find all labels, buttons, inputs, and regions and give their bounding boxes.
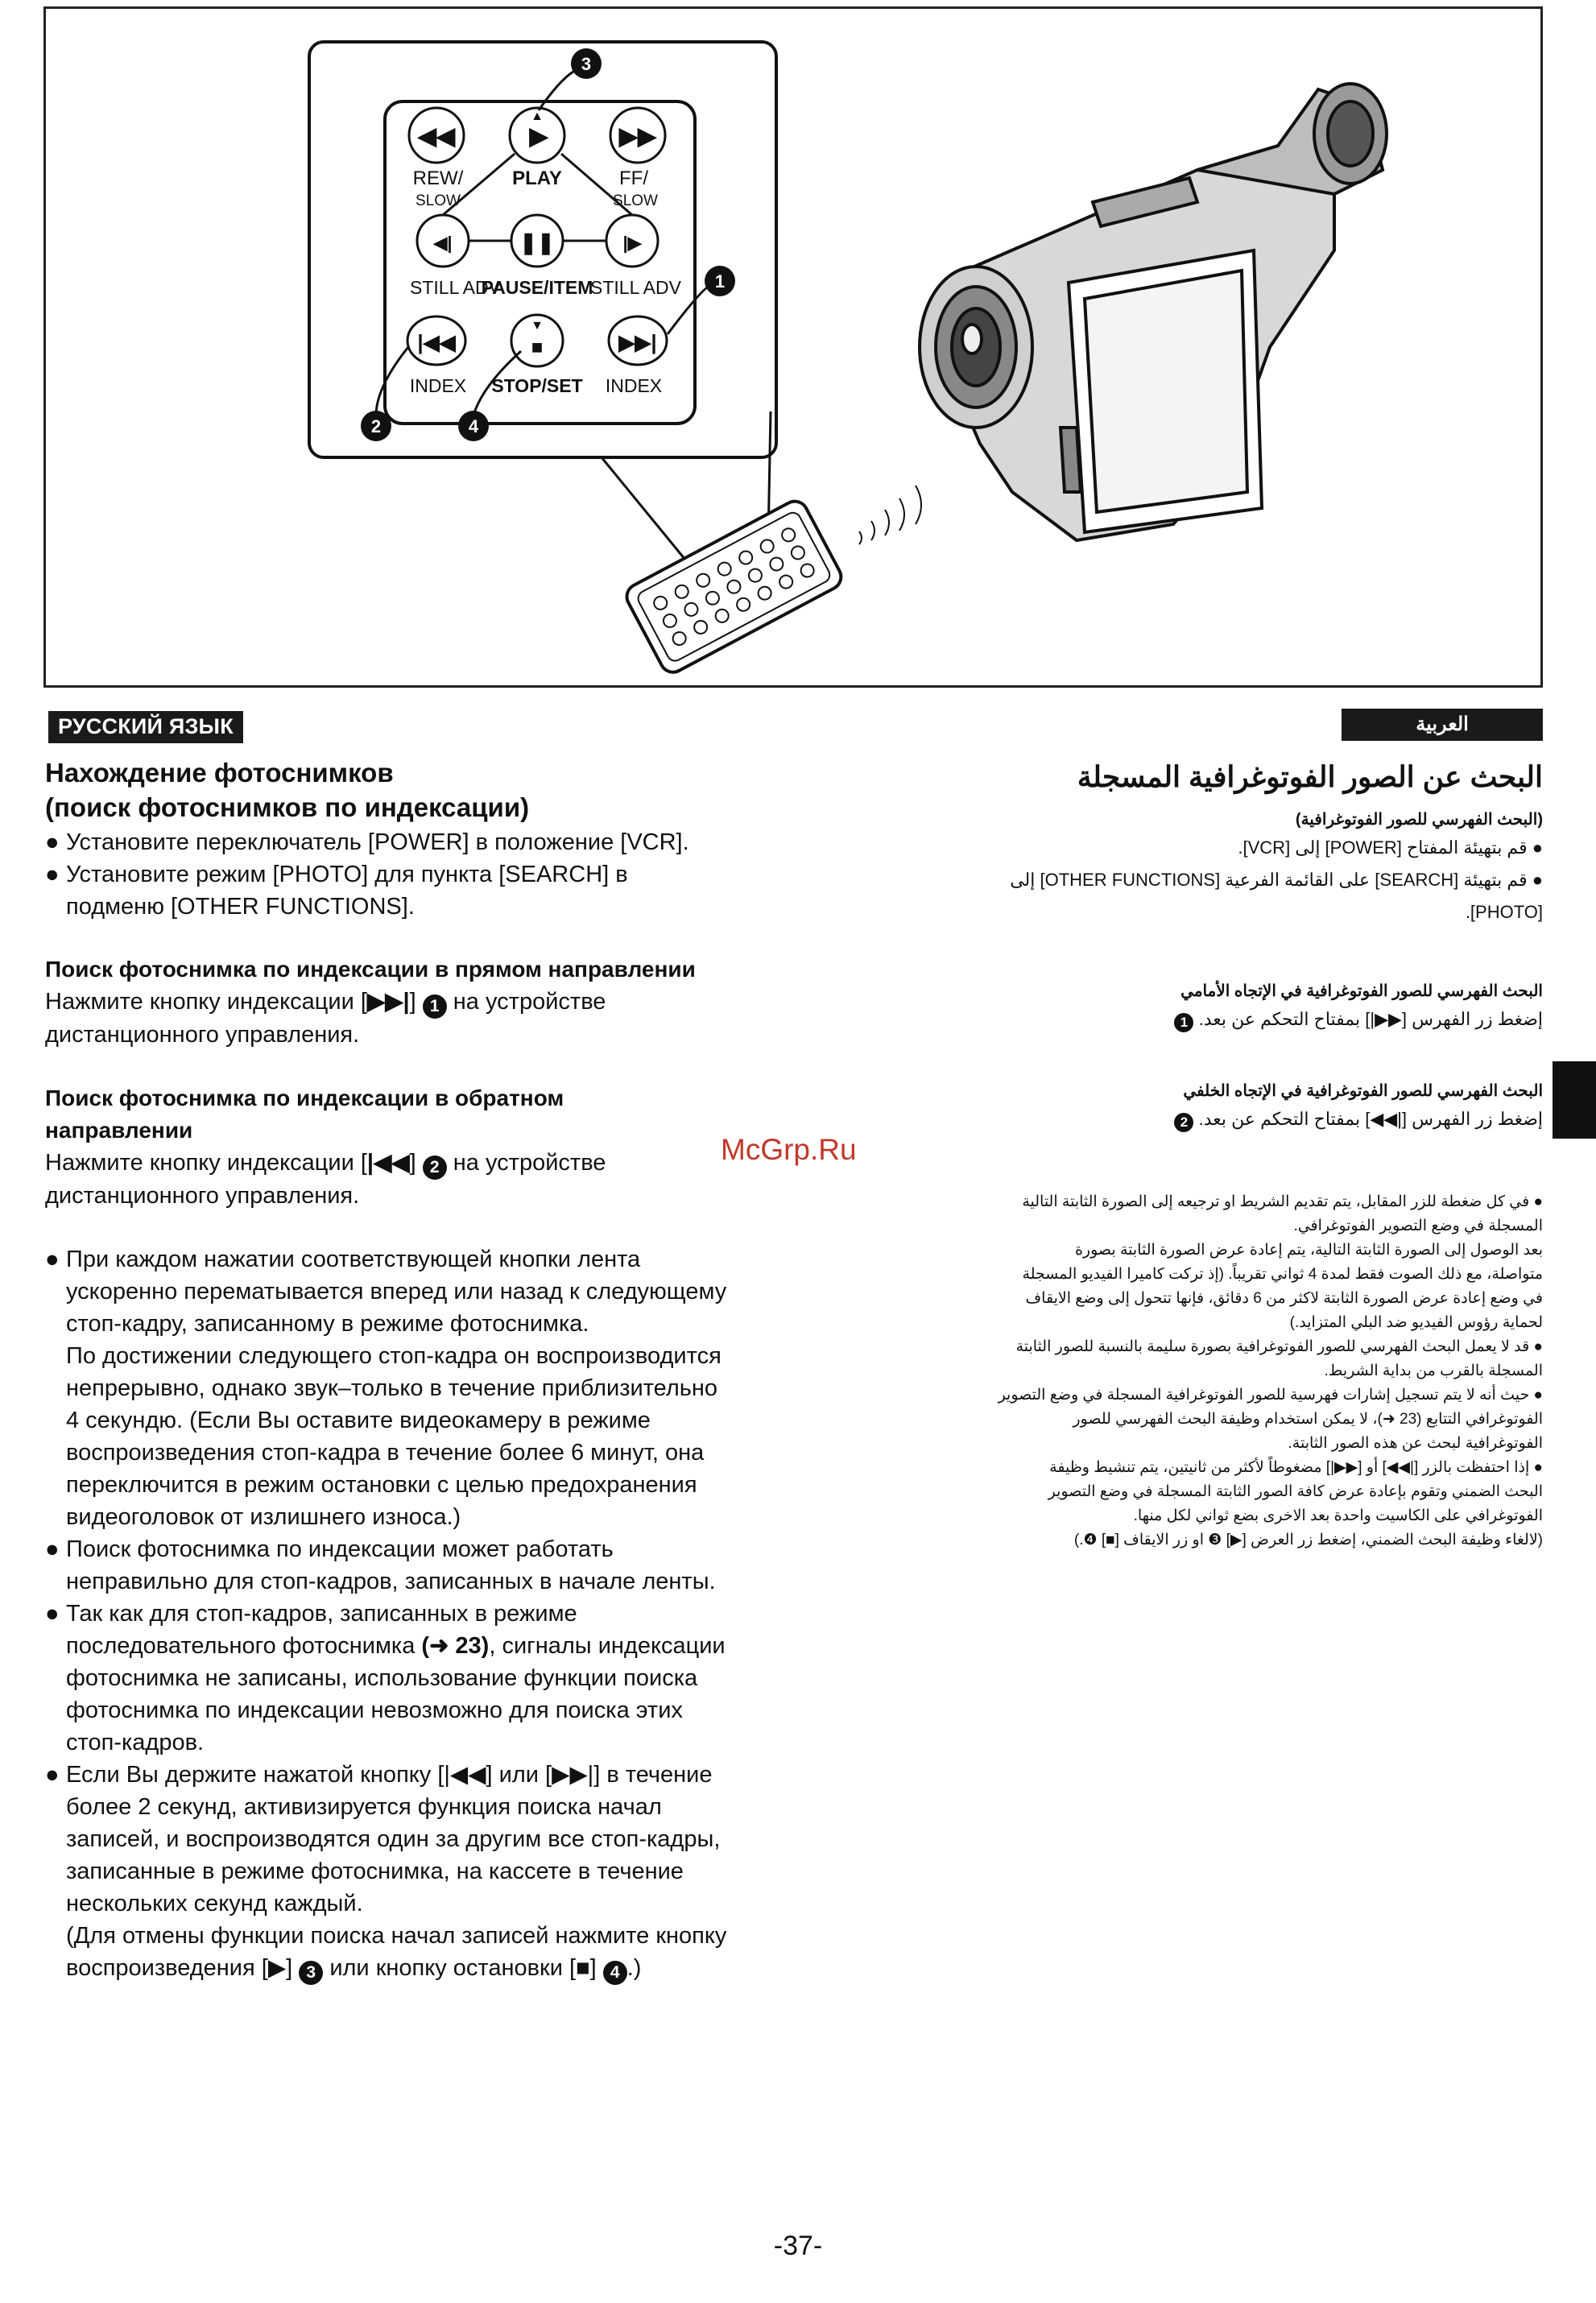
svg-text:4: 4 bbox=[468, 416, 479, 436]
list-item: ● Установите переключатель [POWER] в положение [VCR]. bbox=[45, 829, 689, 855]
rew-label: REW/ bbox=[412, 167, 464, 189]
svg-text:◀◀: ◀◀ bbox=[417, 123, 456, 150]
play-button bbox=[510, 108, 564, 163]
svg-text:▶▶|: ▶▶| bbox=[618, 330, 657, 354]
slow-left-label: SLOW bbox=[416, 192, 461, 209]
callout-2 bbox=[361, 411, 391, 441]
svg-text:▶▶: ▶▶ bbox=[618, 123, 657, 150]
remote-and-camcorder-illustration bbox=[46, 9, 1540, 685]
stop-button bbox=[511, 315, 563, 366]
note-1: ● При каждом нажатии соответствующей кнопки лента bbox=[45, 1247, 641, 1272]
arabic-forward-search: البحث الفهرسي للصور الفوتوغرافية في الإتجاه الأمامي إضغط زر الفهرس [▶▶|] بمفتاح التحكم عن بعد. 1 bbox=[818, 979, 1543, 1036]
page-edge-tab bbox=[1553, 1061, 1596, 1139]
svg-text:❚❚: ❚❚ bbox=[519, 230, 555, 254]
still-adv-forward-button bbox=[606, 215, 658, 267]
index-back-button bbox=[407, 316, 465, 365]
still-adv-back-button bbox=[417, 215, 469, 267]
note-2: ● Поиск фотоснимка по индексации может работать bbox=[45, 1536, 614, 1562]
russian-setup-list: ● Установите переключатель [POWER] в положение [VCR]. ● Установите режим [PHOTO] для пункта [SEARCH] в подменю [OTHER FUNCTIONS]. bbox=[45, 826, 818, 923]
still-adv-left-label: STILL ADV bbox=[410, 277, 501, 298]
svg-text:|◀◀: |◀◀ bbox=[417, 330, 456, 354]
callout-4-icon: 4 bbox=[603, 1961, 627, 1985]
note-4: ● Если Вы держите нажатой кнопку [|◀◀] или [▶▶|] в течение bbox=[45, 1762, 713, 1788]
ff-button bbox=[610, 108, 665, 163]
arabic-reverse-search: البحث الفهرسي للصور الفوتوغرافية في الإتجاه الخلفي إضغط زر الفهرس [|◀◀] بمفتاح التحكم عن بعد. 2 bbox=[818, 1079, 1543, 1135]
callout-1-icon: 1 bbox=[423, 994, 447, 1019]
callout-1-icon: 1 bbox=[1174, 1013, 1193, 1032]
svg-text:■: ■ bbox=[531, 337, 544, 358]
callout-3 bbox=[571, 48, 602, 79]
russian-notes: ● При каждом нажатии соответствующей кнопки лента ускоренно перематывается вперед или назад к следующему стоп-кадру, записанному в режиме фотоснимка. По достижении следующего стоп-кадра он воспроизводится непрерывно, однако звук–только в течение приблизительно 4 секундю. (Если Вы оставите видеокамеру в режиме воспроизведения стоп-кадра в течение более 6 минут, она переключится в режим остановки с целью предохранения видеоголовок от излишнего износа.) ● Поиск фотоснимка по индексации может работать неправильно для стоп-кадров, записанных в начале ленты. ● Так как для стоп-кадров, записанных в режиме последовательного фотоснимка (➜ 23), сигналы индексации фотоснимка не записаны, использование функции поиска фотоснимка по индексации невозможно для поиска этих стоп-кадров. ● Если Вы держите нажатой кнопку [|◀◀] или [▶▶|] в течение более 2 секунд, активизируется функция поиска начал записей, и воспроизводятся один за другим все стоп-кадры, записанные в режиме фотоснимка, на кассете в течение нескольких секунд каждый. (Для отмены функции поиска начал записей нажмите кнопку воспроизведения [▶] 3 или кнопку остановки [■] 4 .) bbox=[45, 1243, 818, 1985]
arabic-title: البحث عن الصور الفوتوغرافية المسجلة bbox=[1077, 760, 1543, 793]
callout-2-icon: 2 bbox=[1174, 1113, 1193, 1132]
svg-text:1: 1 bbox=[714, 271, 726, 291]
list-item: ● قم بتهيئة المفتاح [POWER] إلى [VCR]. bbox=[1238, 837, 1543, 858]
note-3: ● Так как для стоп-кадров, записанных в режиме bbox=[45, 1601, 577, 1627]
pause-button bbox=[511, 215, 563, 267]
callout-2-icon: 2 bbox=[423, 1156, 447, 1180]
list-item: ● Установите режим [PHOTO] для пункта [SEARCH] в bbox=[45, 862, 628, 887]
index-right-label: INDEX bbox=[605, 375, 663, 396]
play-label: PLAY bbox=[512, 167, 562, 189]
svg-text:2: 2 bbox=[370, 416, 382, 436]
svg-text:▲: ▲ bbox=[531, 110, 544, 123]
list-item: ● قم بتهيئة [SEARCH] على القائمة الفرعية [OTHER FUNCTIONS] إلى bbox=[1010, 870, 1543, 890]
rew-button bbox=[409, 108, 464, 163]
callout-4 bbox=[458, 411, 489, 441]
arabic-section-tag: العربية bbox=[1342, 709, 1543, 741]
svg-text:▼: ▼ bbox=[531, 319, 544, 333]
infrared-signal-icon bbox=[859, 486, 921, 544]
svg-text:◀|: ◀| bbox=[433, 233, 453, 253]
russian-reverse-search: Поиск фотоснимка по индексации в обратном направлении Нажмите кнопку индексации [|◀◀] 2 на устройстве дистанционного управления. bbox=[45, 1085, 606, 1209]
stop-set-label: STOP/SET bbox=[491, 375, 583, 396]
camcorder-drawing bbox=[920, 84, 1387, 540]
slow-right-label: SLOW bbox=[613, 192, 658, 209]
illustration-frame bbox=[43, 6, 1543, 688]
svg-text:|▶: |▶ bbox=[622, 233, 642, 253]
svg-text:3: 3 bbox=[581, 54, 592, 74]
russian-forward-search: Поиск фотоснимка по индексации в прямом направлении Нажмите кнопку индексации [▶▶|] 1 на устройстве дистанционного управления. bbox=[45, 957, 696, 1048]
callout-3-icon: 3 bbox=[299, 1961, 323, 1985]
index-left-label: INDEX bbox=[409, 375, 467, 396]
page-number: -37- bbox=[773, 2231, 823, 2261]
svg-text:▶: ▶ bbox=[529, 123, 548, 150]
callout-1 bbox=[705, 266, 735, 296]
index-forward-button bbox=[609, 316, 667, 365]
ff-label: FF/ bbox=[619, 167, 648, 189]
russian-section-tag: РУССКИЙ ЯЗЫК bbox=[48, 711, 243, 743]
still-adv-right-label: STILL ADV bbox=[590, 277, 681, 298]
pause-item-label: PAUSE/ITEM bbox=[481, 277, 593, 298]
watermark: McGrp.Ru bbox=[721, 1133, 857, 1166]
arabic-setup: (البحث الفهرسي للصور الفوتوغرافية) ● قم بتهيئة المفتاح [POWER] إلى [VCR]. ● قم بتهيئة [SEARCH] على القائمة الفرعية [OTHER FUNCTIONS] إلى [PHOTO]. bbox=[818, 808, 1543, 928]
arabic-notes: ● في كل ضغطة للزر المقابل، يتم تقديم الشريط او ترجيعه إلى الصورة الثابتة التالية المسجلة في وضع التصوير الفوتوغرافي. بعد الوصول إلى الصورة الثابتة التالية، يتم إعادة عرض الصورة الثابتة بصورة متواصلة، مع ذلك الصوت فقط لمدة 4 ثواني تقريباً. (إذ تركت كاميرا الفيديو المسجلة في وضع إعادة عرض الصورة الثابتة لاكثر من 6 دقائق، فإنها تتحول إلى وضع الايقاف لحماية رؤوس الفيديو ضد البلي المتزايد.) ● قد لا يعمل البحث الفهرسي للصور الفوتوغرافية بصورة سليمة بالنسبة للصور الثابتة المسجلة بالقرب من بداية الشريط. ● حيث أنه لا يتم تسجيل إشارات فهرسية للصور الفوتوغرافية المسجلة في وضع التصوير الفوتوغرافي التتابع (23 ➜)، لا يمكن استخدام وظيفة البحث الفهرسي للصور الفوتوغرافية لبحث عن هذه الصور الثابتة. ● إذا احتفظت بالزر [|◀◀] أو [▶▶|] مضغوطاً لأكثر من ثانيتين، يتم تنشيط وظيفة البحث الضمني وتقوم بإعادة عرض كافة الصور الثابتة المسجلة في وضع التصوير الفوتوغرافي على الكاسيت واحدة بعد الاخرى بضع ثواني لكل منها. (لالغاء وظيفة البحث الضمني، إضغط زر العرض [▶] ❸ او زر الايقاف [■] ❹.) bbox=[998, 1193, 1543, 1548]
russian-title: Нахождение фотоснимков (поиск фотоснимков по индексации) bbox=[45, 758, 530, 822]
